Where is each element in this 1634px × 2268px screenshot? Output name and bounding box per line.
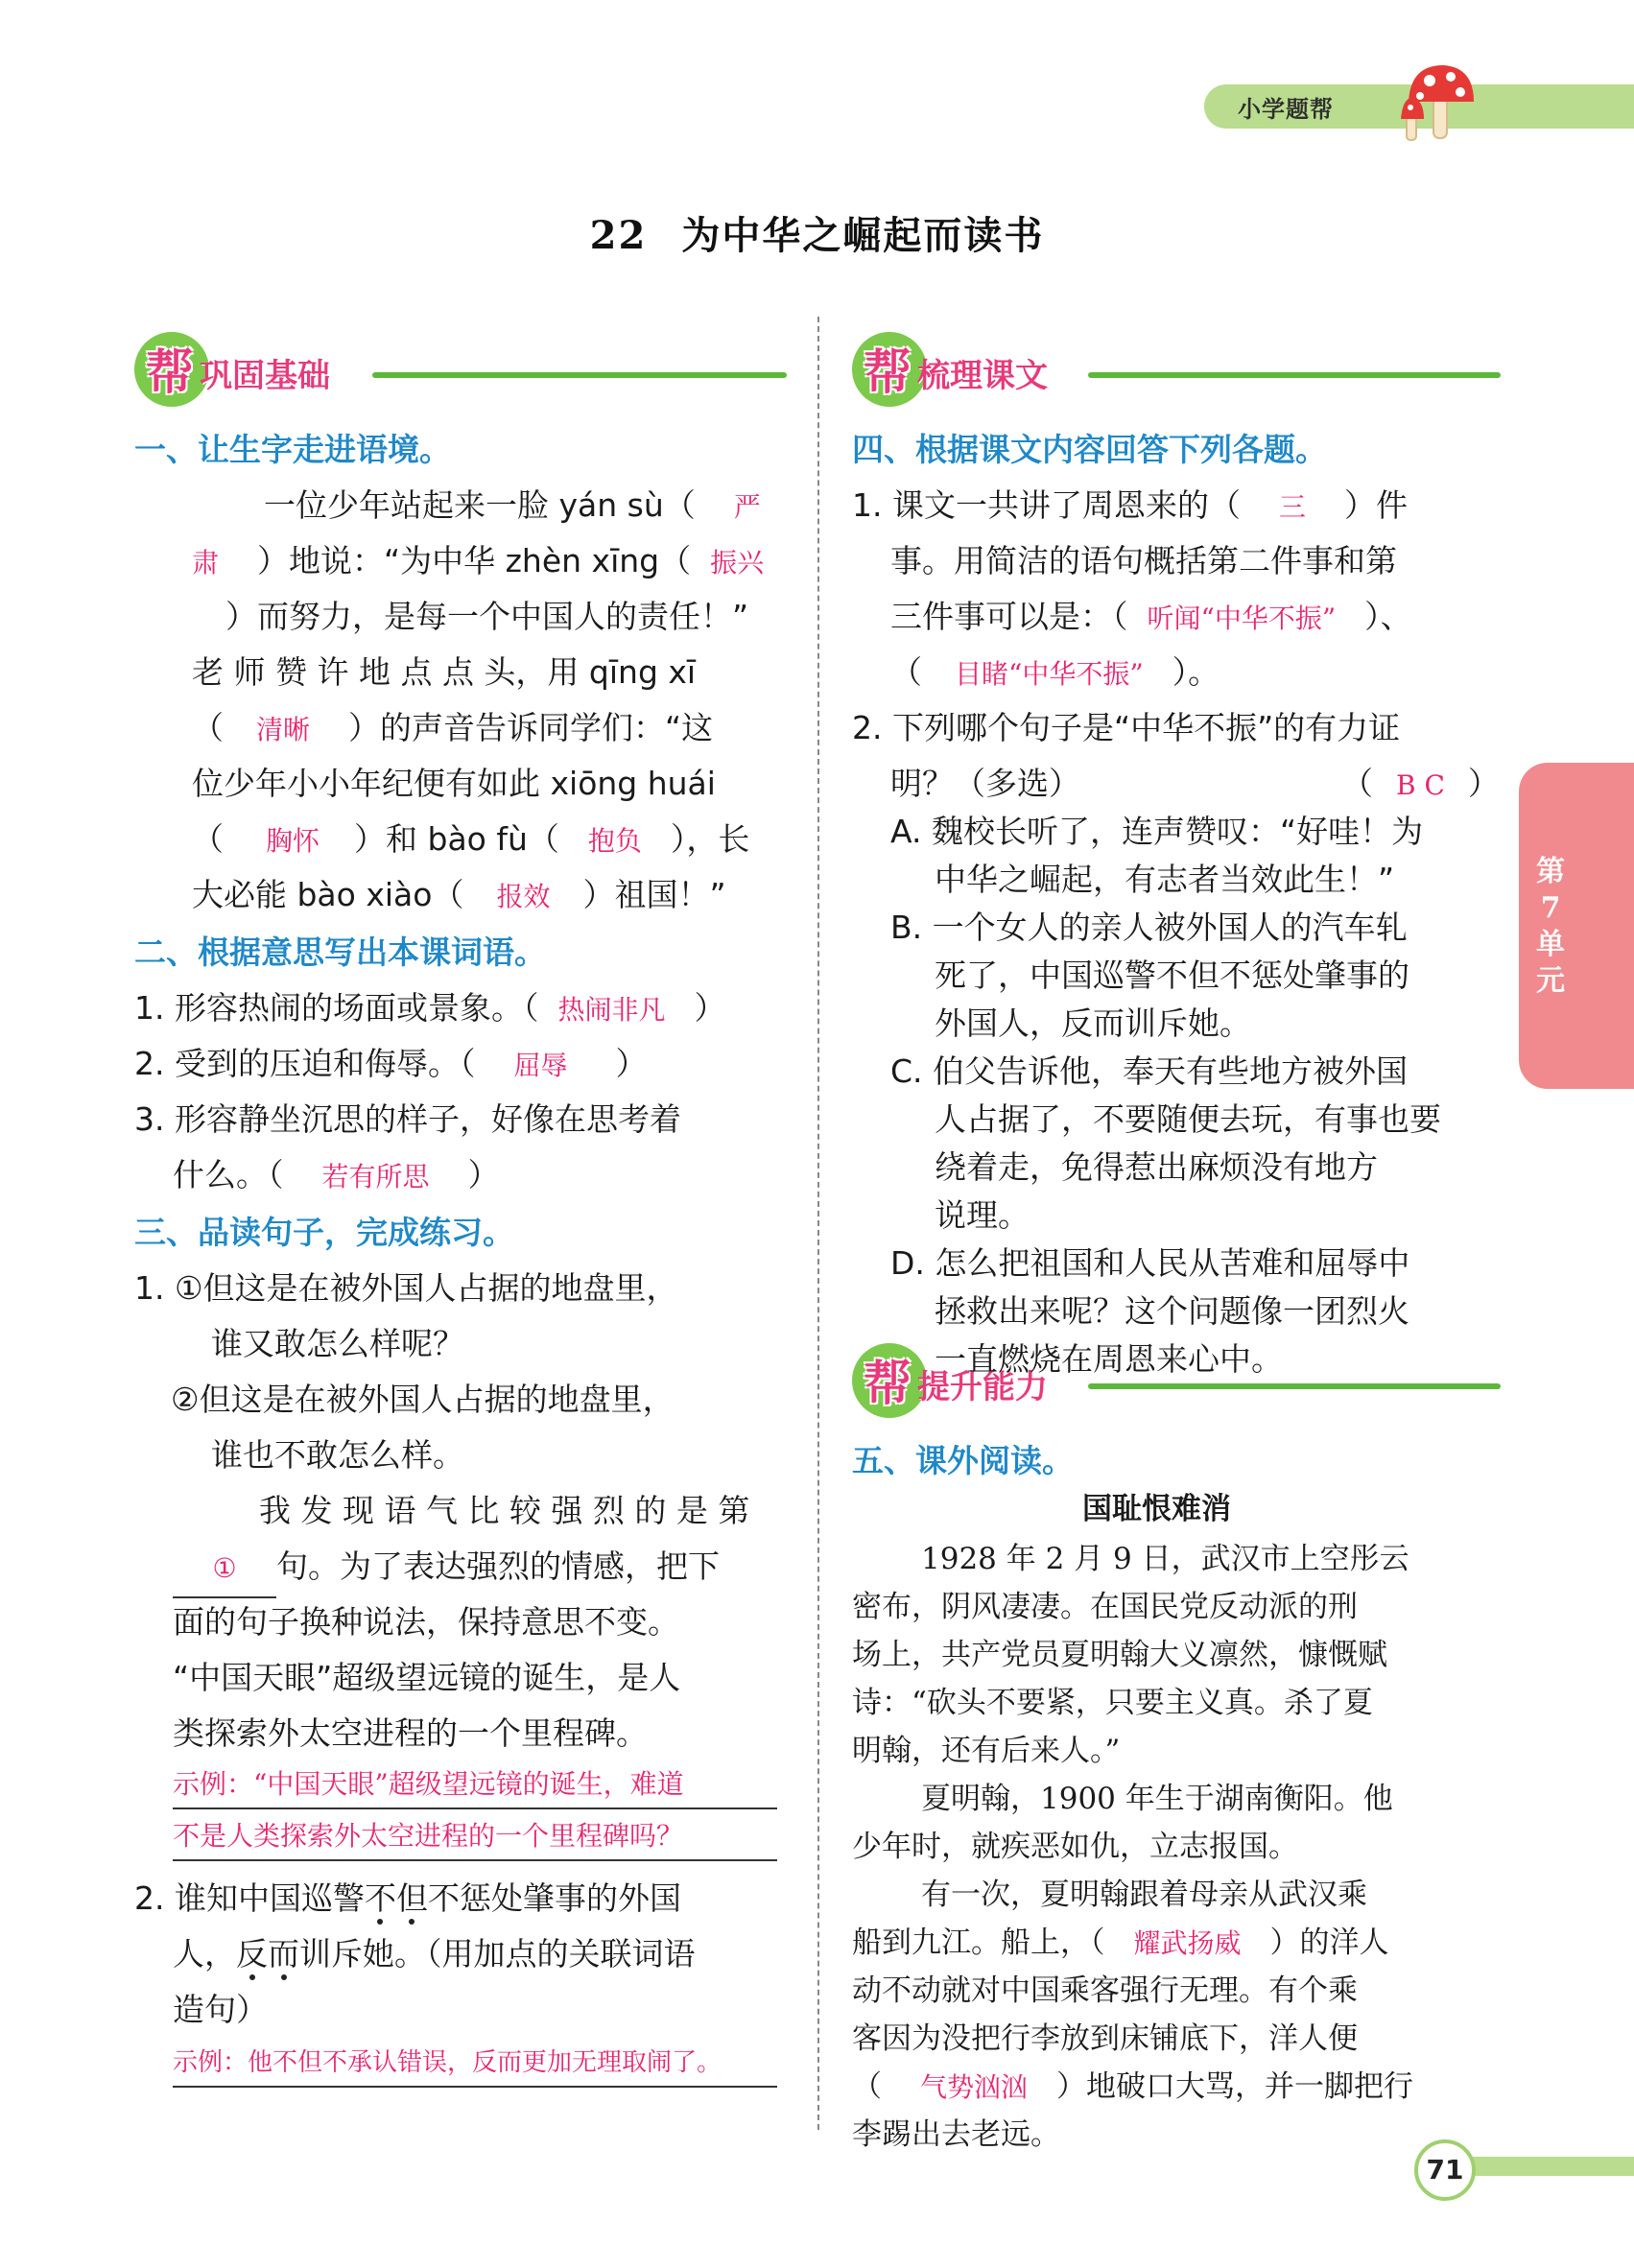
s3-q1-d: 谁也不敢怎么样。 — [211, 1436, 464, 1474]
s1-line-3: ）而努力，是每一个中国人的责任！” — [225, 598, 749, 635]
s4-q1-a: 1. 课文一共讲了周恩来的（ 三 ）件 — [852, 486, 1408, 524]
banner-label: 巩固基础 — [200, 357, 330, 395]
s3-q1-e: 我 发 现 语 气 比 较 强 烈 的 是 第 — [259, 1492, 750, 1529]
s3-q1-a: 1. ①但这是在被外国人占据的地盘里， — [134, 1269, 678, 1307]
right-column — [852, 422, 1501, 2152]
left-column — [134, 422, 787, 2130]
banner-consolidate — [134, 324, 787, 411]
s3-q1-g: 面的句子换种说法，保持意思不变。 — [173, 1603, 679, 1641]
s2-q3: 3. 形容静坐沉思的样子，好像在思考着 — [134, 1100, 681, 1138]
s4-option-a-2: 中华之崛起，有志者当效此生！” — [935, 861, 1395, 898]
s1-line-8: 大必能 bào xiào（ 报效 ）祖国！” — [192, 876, 726, 913]
s2-q2: 2. 受到的压迫和侮辱。（ 屈辱 ） — [134, 1045, 648, 1082]
lesson-title-text: 为中华之崛起而读书 — [681, 214, 1045, 258]
passage-line-5: 明翰，还有后来人。” — [852, 1734, 1121, 1768]
passage-line-6: 夏明翰，1900 年生于湖南衡阳。他 — [921, 1782, 1393, 1816]
banner-label: 梳理课文 — [917, 357, 1048, 395]
page-number: 71 — [1414, 2139, 1476, 2201]
section-4-title: 四、根据课文内容回答下列各题。 — [852, 431, 1327, 468]
s3-q1-h: “中国天眼”超级望远镜的诞生，是人 — [173, 1659, 681, 1696]
s3-q1-f: ① 句。为了表达强烈的情感，把下 — [173, 1539, 720, 1598]
s4-q1-b: 事。用简洁的语句概括第二件事和第 — [890, 542, 1397, 579]
section-1-title: 一、让生字走进语境。 — [134, 431, 451, 468]
lesson-number: 22 — [589, 213, 648, 258]
s1-line-6: 位少年小小年纪便有如此 xiōng huái — [192, 765, 716, 802]
page-number-bar — [1468, 2157, 1634, 2176]
s4-option-c-4: 说理。 — [935, 1196, 1030, 1234]
passage-line-1: 1928 年 2 月 9 日，武汉市上空彤云 — [921, 1542, 1409, 1576]
s1-line-4: 老 师 赞 许 地 点 点 头，用 qīng xī — [192, 653, 697, 691]
s1-line-7: （ 胸怀 ）和 bào fù（ 抱负 ），长 — [192, 820, 750, 858]
mushroom-icon — [1401, 59, 1478, 146]
section-3-title: 三、品读句子，完成练习。 — [134, 1214, 514, 1251]
s2-q3-cont: 什么。（ 若有所思 ） — [173, 1156, 500, 1193]
passage-line-7: 少年时，就疾恶如仇，立志报国。 — [852, 1830, 1298, 1864]
s4-q2-b: 明？（多选） （ B C ） — [890, 756, 1501, 812]
s4-q1-d: （ 目睹“中华不振” ）。 — [890, 653, 1220, 691]
passage-line-10: 动不动就对中国乘客强行无理。有个乘 — [852, 1973, 1358, 2008]
s4-option-d-1: D. 怎么把祖国和人民从苦难和屈辱中 — [890, 1244, 1410, 1282]
s3-q2-a: 2. 谁知中国巡警不但不惩处肇事的外国 — [134, 1879, 681, 1917]
s3-q1-b: 谁又敢怎么样呢？ — [211, 1325, 464, 1362]
s4-q2-a: 2. 下列哪个句子是“中华不振”的有力证 — [852, 709, 1401, 746]
s4-option-c-2: 人占据了，不要随便去玩，有事也要 — [935, 1100, 1441, 1138]
s3-q1-i: 类探索外太空进程的一个里程碑。 — [173, 1714, 648, 1752]
passage-line-11: 客因为没把行李放到床铺底下，洋人便 — [852, 2021, 1358, 2056]
banner-mark: 帮 — [864, 344, 912, 400]
lesson-title — [0, 205, 1634, 260]
passage-line-12: （ 气势汹汹 ）地破口大骂，并一脚把行 — [852, 2069, 1414, 2104]
section-2-title: 二、根据意思写出本课词语。 — [134, 933, 546, 971]
column-divider — [817, 317, 819, 2130]
banner-review — [852, 324, 1501, 411]
s3-q2-b: 人，反而训斥她。（用加点的关联词语 — [173, 1935, 696, 1973]
banner-rule — [1088, 372, 1501, 378]
passage-title: 国耻恨难消 — [1082, 1492, 1231, 1526]
passage-line-8: 有一次，夏明翰跟着母亲从武汉乘 — [921, 1878, 1367, 1912]
s4-option-c-3: 绕着走，免得惹出麻烦没有地方 — [935, 1148, 1378, 1186]
s1-line-1: 一位少年站起来一脸 yán sù（ 严 — [264, 486, 761, 524]
passage-line-4: 诗：“砍头不要紧，只要主义真。杀了夏 — [852, 1686, 1373, 1720]
s3-q2-answer: 示例：他不但不承认错误，反而更加无理取闹了。 — [173, 2040, 777, 2088]
s3-answer-blank: ① — [173, 1541, 276, 1598]
unit-tab-text: 第 7 单 元 — [1536, 855, 1565, 998]
s4-q2-answer-box: （ B C ） — [1341, 765, 1500, 802]
passage-line-2: 密布，阴风凄凄。在国民党反动派的刑 — [852, 1590, 1358, 1624]
s3-q1-answer-1: 示例：“中国天眼”超级望远镜的诞生，难道 — [173, 1761, 777, 1809]
s1-line-2: 肃 ）地说：“为中华 zhèn xīng（ 振兴 — [192, 542, 765, 579]
brand-name: 小学题帮 — [1238, 96, 1334, 123]
s4-option-c-1: C. 伯父告诉他，奉天有些地方被外国 — [890, 1052, 1409, 1090]
s4-option-d-3: 一直燃烧在周恩来心中。 — [935, 1340, 1283, 1378]
passage-line-9: 船到九江。船上，（ 耀武扬威 ）的洋人 — [852, 1925, 1389, 1960]
banner-mark: 帮 — [864, 1356, 912, 1411]
s4-option-b-1: B. 一个女人的亲人被外国人的汽车轧 — [890, 909, 1408, 946]
s4-option-a-1: A. 魏校长听了，连声赞叹：“好哇！为 — [890, 813, 1424, 850]
banner-label: 提升能力 — [917, 1368, 1048, 1406]
section-5-title: 五、课外阅读。 — [852, 1442, 1074, 1479]
s3-q1-c: ②但这是在被外国人占据的地盘里， — [171, 1381, 675, 1418]
s4-option-d-2: 拯救出来呢？这个问题像一团烈火 — [935, 1292, 1409, 1330]
passage-line-3: 场上，共产党员夏明翰大义凛然，慷慨赋 — [852, 1638, 1387, 1672]
banner-mark: 帮 — [146, 344, 194, 400]
banner-rule — [372, 372, 787, 378]
s4-q1-c: 三件事可以是：（ 听闻“中华不振” ）、 — [890, 598, 1412, 635]
s3-q1-answer-2: 不是人类探索外太空进程的一个里程碑吗？ — [173, 1813, 777, 1861]
s4-option-b-3: 外国人，反而训斥她。 — [935, 1004, 1251, 1042]
s3-q2-c: 造句） — [173, 1991, 268, 2028]
s4-option-b-2: 死了，中国巡警不但不惩处肇事的 — [935, 957, 1409, 994]
passage-line-13: 李踢出去老远。 — [852, 2117, 1060, 2152]
s1-line-5: （ 清晰 ）的声音告诉同学们：“这 — [192, 709, 714, 746]
s2-q1: 1. 形容热闹的场面或景象。（ 热闹非凡 ） — [134, 989, 726, 1027]
